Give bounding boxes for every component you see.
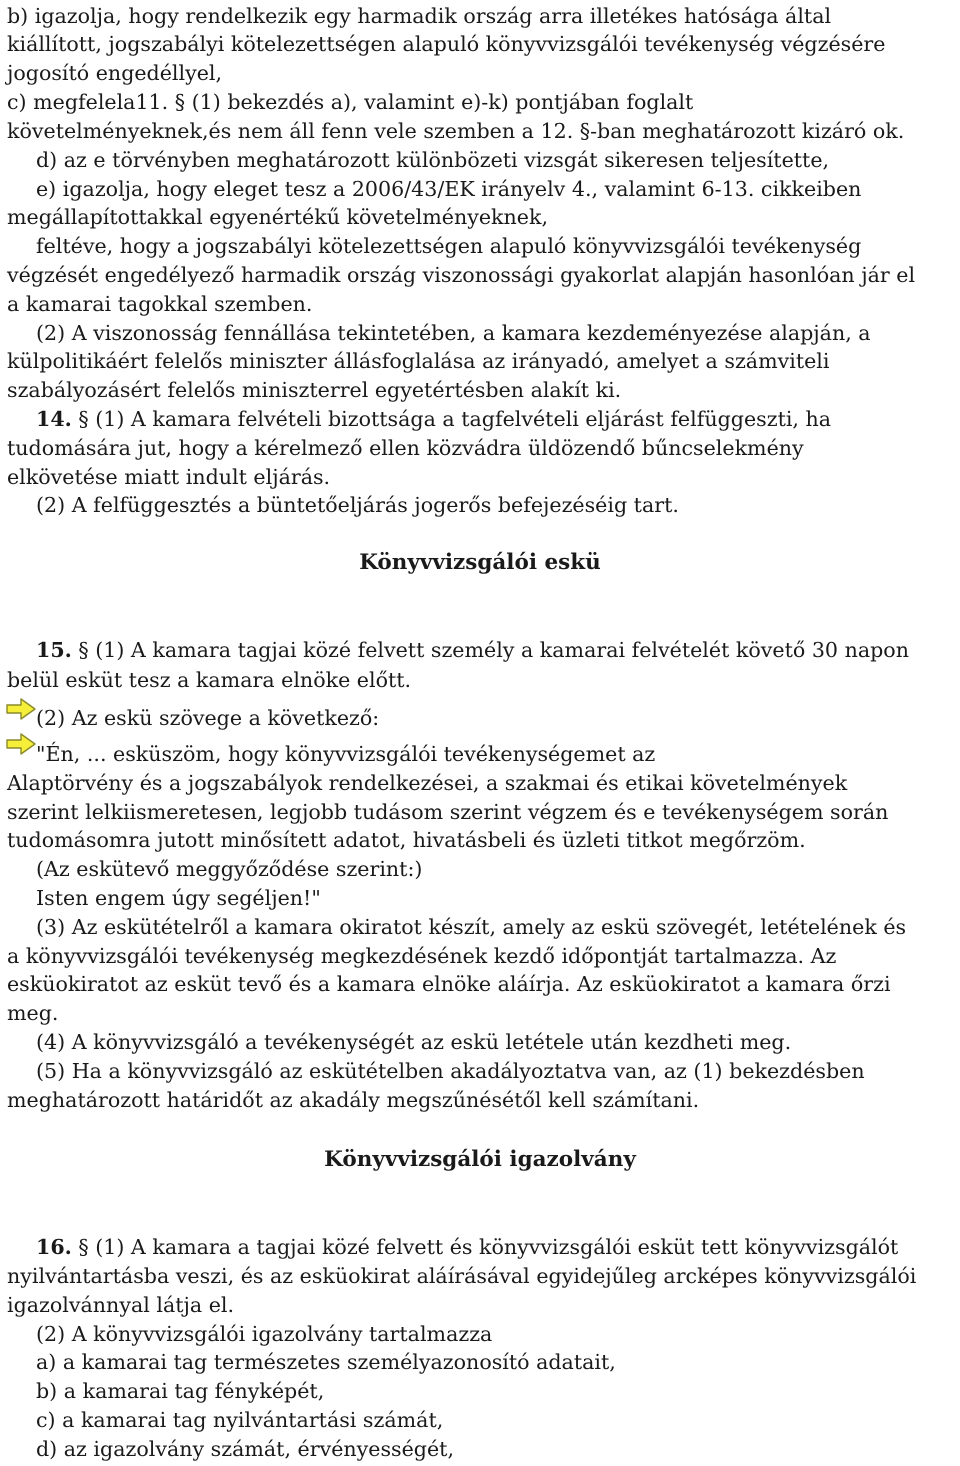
text-line: külpolitikáért felelős miniszter állásfoglalása az irányadó, amelyet a számviteli	[7, 349, 830, 373]
text-line: d) az igazolvány számát, érvényességét,	[36, 1437, 454, 1461]
text-line: b) igazolja, hogy rendelkezik egy harmadik ország arra illetékes hatósága által	[7, 4, 832, 28]
text-line: esküokiratot az esküt tevő és a kamara elnöke aláírja. Az esküokiratot a kamara őrzi	[7, 972, 891, 996]
section-text: (1) A kamara felvételi bizottsága a tagfelvételi eljárást felfüggeszti, ha	[95, 407, 832, 431]
text-line: szabályozásért felelős miniszterrel egyetértésben alakít ki.	[7, 378, 622, 402]
text-line: (2) A viszonosság fennállása tekintetében, a kamara kezdeményezése alapján, a	[36, 321, 871, 345]
section-heading-oath: Könyvvizsgálói eskü	[359, 550, 601, 575]
section-text: (1) A kamara a tagjai közé felvett és könyvvizsgálói esküt tett könyvvizsgálót	[95, 1235, 899, 1259]
yellow-arrow-icon	[6, 733, 36, 755]
section-text: (1) A kamara tagjai közé felvett személy a kamarai felvételét követő 30 napon	[95, 638, 909, 662]
text-line: b) a kamarai tag fényképét,	[36, 1379, 325, 1403]
paragraph-sign: §	[78, 407, 89, 431]
text-line: tudomására jut, hogy a kérelmező ellen közvádra üldözendő bűncselekmény	[7, 436, 804, 460]
text-line: (5) Ha a könyvvizsgáló az eskütételben akadályoztatva van, az (1) bekezdésben	[36, 1059, 865, 1083]
text-line: "Én, ... esküszöm, hogy könyvvizsgálói tevékenységemet az	[36, 742, 656, 766]
text-line: (2) A könyvvizsgálói igazolvány tartalmazza	[36, 1322, 493, 1346]
text-line: (Az eskütevő meggyőződése szerint:)	[36, 857, 423, 881]
text-line: kiállított, jogszabályi kötelezettségen alapuló könyvvizsgálói tevékenység végzésére	[7, 32, 886, 56]
paragraph-sign: §	[78, 638, 89, 662]
section-number: 14.	[36, 407, 72, 431]
text-line: tudomásomra jutott minősített adatot, hivatásbeli és üzleti titkot megőrzöm.	[7, 828, 806, 852]
text-line: követelményeknek,és nem áll fenn vele szemben a 12. §-ban meghatározott kizáró ok.	[7, 119, 905, 143]
text-line: igazolvánnyal látja el.	[7, 1293, 235, 1317]
section-number: 16.	[36, 1235, 72, 1259]
text-line: d) az e törvényben meghatározott különbözeti vizsgát sikeresen teljesítette,	[36, 148, 830, 172]
text-line: szerint lelkiismeretesen, legjobb tudásom szerint végzem és e tevékenységem során	[7, 800, 889, 824]
text-line: megállapítottakkal egyenértékű követelményeknek,	[7, 205, 549, 229]
text-line: e) igazolja, hogy eleget tesz a 2006/43/EK irányelv 4., valamint 6-13. cikkeiben	[36, 177, 862, 201]
section-14-line	[36, 405, 831, 434]
text-line: elkövetése miatt indult eljárás.	[7, 465, 331, 489]
text-line: (4) A könyvvizsgáló a tevékenységét az eskü letétele után kezdheti meg.	[36, 1030, 792, 1054]
text-line: a könyvvizsgálói tevékenység megkezdésének kezdő időpontját tartalmazza. Az	[7, 944, 837, 968]
text-line: (2) Az eskü szövege a következő:	[36, 706, 380, 730]
paragraph-sign: §	[78, 1235, 89, 1259]
text-line: nyilvántartásba veszi, és az esküokirat aláírásával egyidejűleg arcképes könyvvizsgálói	[7, 1264, 917, 1288]
text-line: Isten engem úgy segéljen!"	[36, 886, 321, 910]
text-line: (3) Az eskütételről a kamara okiratot készít, amely az eskü szövegét, letételének és	[36, 915, 907, 939]
text-line: feltéve, hogy a jogszabályi kötelezettségen alapuló könyvvizsgálói tevékenység	[36, 234, 862, 258]
text-line: jogosító engedéllyel,	[7, 61, 223, 85]
section-15-line	[36, 636, 909, 665]
text-line: meghatározott határidőt az akadály megszűnésétől kell számítani.	[7, 1088, 700, 1112]
text-line: végzését engedélyező harmadik ország viszonossági gyakorlat alapján hasonlóan jár el	[7, 263, 916, 287]
text-line: Alaptörvény és a jogszabályok rendelkezései, a szakmai és etikai követelmények	[7, 771, 848, 795]
yellow-arrow-icon	[6, 698, 36, 720]
text-line: c) a kamarai tag nyilvántartási számát,	[36, 1408, 444, 1432]
text-line: belül esküt tesz a kamara elnöke előtt.	[7, 668, 412, 692]
text-line: a kamarai tagokkal szemben.	[7, 292, 313, 316]
text-line: meg.	[7, 1001, 59, 1025]
section-number: 15.	[36, 638, 72, 662]
text-line: a) a kamarai tag természetes személyazonosító adatait,	[36, 1350, 616, 1374]
section-16-line	[36, 1233, 898, 1262]
section-heading-id-card: Könyvvizsgálói igazolvány	[324, 1147, 636, 1172]
text-line: (2) A felfüggesztés a büntetőeljárás jogerős befejezéséig tart.	[36, 493, 679, 517]
text-line: c) megfelela11. § (1) bekezdés a), valamint e)-k) pontjában foglalt	[7, 90, 694, 114]
